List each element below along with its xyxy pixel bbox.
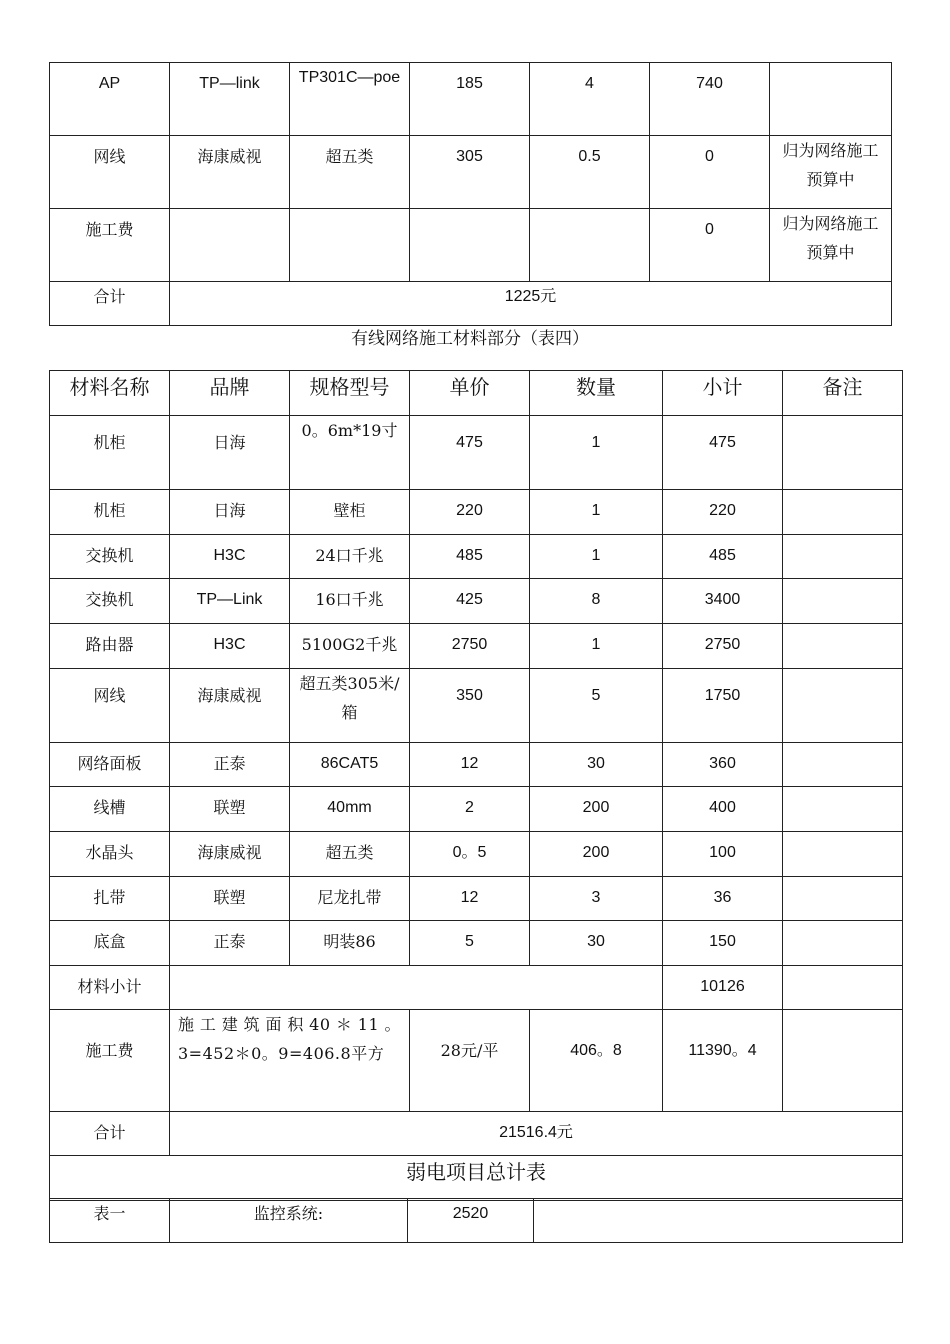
cell-brand: 正泰 bbox=[170, 743, 290, 787]
cell-qty: 1 bbox=[530, 535, 663, 579]
cell-subtotal: 220 bbox=[663, 490, 783, 535]
table-row bbox=[50, 490, 903, 535]
table-row bbox=[50, 624, 903, 669]
cell-brand: 日海 bbox=[170, 490, 290, 535]
cell-note bbox=[783, 416, 903, 490]
total-row bbox=[50, 1112, 903, 1156]
cell-model: 超五类305米/箱 bbox=[290, 669, 410, 743]
cell-price: 425 bbox=[410, 579, 530, 624]
cell-name: 网络面板 bbox=[50, 743, 170, 787]
cell-brand: 联塑 bbox=[170, 877, 290, 921]
table-row bbox=[50, 209, 892, 282]
cell-model bbox=[290, 209, 410, 282]
cell-subtotal: 36 bbox=[663, 877, 783, 921]
table-row bbox=[50, 136, 892, 209]
cell-note bbox=[783, 490, 903, 535]
cell-model: 超五类 bbox=[290, 832, 410, 877]
cell-qty: 0.5 bbox=[530, 136, 650, 209]
total-label: 合计 bbox=[50, 282, 170, 326]
header-row bbox=[50, 371, 903, 416]
cell-model: 24口千兆 bbox=[290, 535, 410, 579]
cell-subtotal: 360 bbox=[663, 743, 783, 787]
cell-name: AP bbox=[50, 63, 170, 136]
cell-name: 扎带 bbox=[50, 877, 170, 921]
cell-price: 220 bbox=[410, 490, 530, 535]
summary-title: 弱电项目总计表 bbox=[50, 1156, 903, 1201]
cell-price: 2750 bbox=[410, 624, 530, 669]
cell-qty: 200 bbox=[530, 832, 663, 877]
construction-quantity: 406。8 bbox=[530, 1010, 663, 1112]
cell-subtotal: 3400 bbox=[663, 579, 783, 624]
cell-name: 交换机 bbox=[50, 535, 170, 579]
header-brand: 品牌 bbox=[170, 371, 290, 416]
construction-description: 施工建筑面积40＊11。3=452＊0。9=406.8平方 bbox=[170, 1010, 410, 1112]
cell-price: 350 bbox=[410, 669, 530, 743]
cell-name: 交换机 bbox=[50, 579, 170, 624]
cell-subtotal: 0 bbox=[650, 209, 770, 282]
cell-qty: 1 bbox=[530, 624, 663, 669]
cell-name: 机柜 bbox=[50, 416, 170, 490]
summary-cell-note bbox=[534, 1199, 903, 1243]
table-row bbox=[50, 535, 903, 579]
cell-model: 86CAT5 bbox=[290, 743, 410, 787]
cell-price: 305 bbox=[410, 136, 530, 209]
table-row bbox=[50, 416, 903, 490]
cell-qty: 1 bbox=[530, 416, 663, 490]
construction-unit-price: 28元/平 bbox=[410, 1010, 530, 1112]
summary-table bbox=[49, 1198, 903, 1243]
empty-cell bbox=[783, 966, 903, 1010]
cell-brand bbox=[170, 209, 290, 282]
total-value: 1225元 bbox=[170, 282, 892, 326]
cell-brand: H3C bbox=[170, 624, 290, 669]
cell-brand: 联塑 bbox=[170, 787, 290, 832]
cell-subtotal: 475 bbox=[663, 416, 783, 490]
table-row bbox=[50, 832, 903, 877]
cell-note bbox=[783, 535, 903, 579]
cell-brand: 正泰 bbox=[170, 921, 290, 966]
cell-name: 路由器 bbox=[50, 624, 170, 669]
cell-name: 线槽 bbox=[50, 787, 170, 832]
table-caption: 有线网络施工材料部分（表四） bbox=[351, 329, 589, 349]
summary-cell-system: 监控系统: bbox=[170, 1199, 408, 1243]
table-row bbox=[50, 1199, 903, 1243]
cell-note: 归为网络施工预算中 bbox=[770, 136, 892, 209]
header-model: 规格型号 bbox=[290, 371, 410, 416]
cell-price: 485 bbox=[410, 535, 530, 579]
header-subtotal: 小计 bbox=[663, 371, 783, 416]
cell-price: 0。5 bbox=[410, 832, 530, 877]
cell-subtotal: 150 bbox=[663, 921, 783, 966]
cell-price: 475 bbox=[410, 416, 530, 490]
cell-price bbox=[410, 209, 530, 282]
cell-qty bbox=[530, 209, 650, 282]
cell-subtotal: 0 bbox=[650, 136, 770, 209]
header-price: 单价 bbox=[410, 371, 530, 416]
total-row bbox=[50, 282, 892, 326]
cell-subtotal: 400 bbox=[663, 787, 783, 832]
cell-price: 12 bbox=[410, 743, 530, 787]
cell-subtotal: 485 bbox=[663, 535, 783, 579]
cell-brand: TP—link bbox=[170, 63, 290, 136]
cell-subtotal: 740 bbox=[650, 63, 770, 136]
table-row bbox=[50, 579, 903, 624]
cell-note: 归为网络施工预算中 bbox=[770, 209, 892, 282]
cell-note bbox=[783, 832, 903, 877]
summary-title-row bbox=[50, 1156, 903, 1201]
cell-subtotal: 2750 bbox=[663, 624, 783, 669]
cell-name: 机柜 bbox=[50, 490, 170, 535]
cell-price: 2 bbox=[410, 787, 530, 832]
material-subtotal-value: 10126 bbox=[663, 966, 783, 1010]
construction-subtotal: 11390。4 bbox=[663, 1010, 783, 1112]
cell-qty: 30 bbox=[530, 921, 663, 966]
cell-model: 40mm bbox=[290, 787, 410, 832]
cell-price: 12 bbox=[410, 877, 530, 921]
cell-note bbox=[783, 921, 903, 966]
cell-model: 0。6m*19寸 bbox=[290, 416, 410, 490]
cell-brand: 海康威视 bbox=[170, 669, 290, 743]
cell-model: 明装86 bbox=[290, 921, 410, 966]
cell-subtotal: 1750 bbox=[663, 669, 783, 743]
summary-cell-amount: 2520 bbox=[408, 1199, 534, 1243]
cell-brand: H3C bbox=[170, 535, 290, 579]
header-qty: 数量 bbox=[530, 371, 663, 416]
cell-model: 16口千兆 bbox=[290, 579, 410, 624]
cell-subtotal: 100 bbox=[663, 832, 783, 877]
cell-qty: 8 bbox=[530, 579, 663, 624]
cell-name: 底盒 bbox=[50, 921, 170, 966]
cell-note bbox=[783, 579, 903, 624]
empty-cell bbox=[783, 1010, 903, 1112]
cell-note bbox=[783, 624, 903, 669]
summary-cell-table: 表一 bbox=[50, 1199, 170, 1243]
cell-price: 5 bbox=[410, 921, 530, 966]
cell-qty: 3 bbox=[530, 877, 663, 921]
cell-model: 5100G2千兆 bbox=[290, 624, 410, 669]
construction-label: 施工费 bbox=[50, 1010, 170, 1112]
construction-fee-row bbox=[50, 1010, 903, 1112]
material-subtotal-row bbox=[50, 966, 903, 1010]
header-note: 备注 bbox=[783, 371, 903, 416]
cell-brand: 日海 bbox=[170, 416, 290, 490]
table-row bbox=[50, 921, 903, 966]
cell-qty: 1 bbox=[530, 490, 663, 535]
cell-model: 尼龙扎带 bbox=[290, 877, 410, 921]
table-row bbox=[50, 787, 903, 832]
cell-name: 施工费 bbox=[50, 209, 170, 282]
cell-name: 网线 bbox=[50, 669, 170, 743]
cell-qty: 30 bbox=[530, 743, 663, 787]
cell-model: 超五类 bbox=[290, 136, 410, 209]
wired-materials-table bbox=[49, 370, 903, 1201]
cell-note bbox=[783, 743, 903, 787]
cell-note bbox=[770, 63, 892, 136]
cell-brand: TP—Link bbox=[170, 579, 290, 624]
header-name: 材料名称 bbox=[50, 371, 170, 416]
cell-price: 185 bbox=[410, 63, 530, 136]
empty-cell bbox=[170, 966, 663, 1010]
cell-name: 网线 bbox=[50, 136, 170, 209]
cell-model: 壁柜 bbox=[290, 490, 410, 535]
cell-model: TP301C—poe bbox=[290, 63, 410, 136]
cell-qty: 4 bbox=[530, 63, 650, 136]
wireless-materials-table bbox=[49, 62, 892, 326]
cell-note bbox=[783, 787, 903, 832]
material-subtotal-label: 材料小计 bbox=[50, 966, 170, 1010]
table-row bbox=[50, 669, 903, 743]
cell-name: 水晶头 bbox=[50, 832, 170, 877]
cell-qty: 5 bbox=[530, 669, 663, 743]
cell-brand: 海康威视 bbox=[170, 136, 290, 209]
cell-note bbox=[783, 877, 903, 921]
total-label: 合计 bbox=[50, 1112, 170, 1156]
total-value: 21516.4元 bbox=[170, 1112, 903, 1156]
table-row bbox=[50, 743, 903, 787]
table-row bbox=[50, 63, 892, 136]
table-row bbox=[50, 877, 903, 921]
cell-note bbox=[783, 669, 903, 743]
cell-brand: 海康威视 bbox=[170, 832, 290, 877]
cell-qty: 200 bbox=[530, 787, 663, 832]
